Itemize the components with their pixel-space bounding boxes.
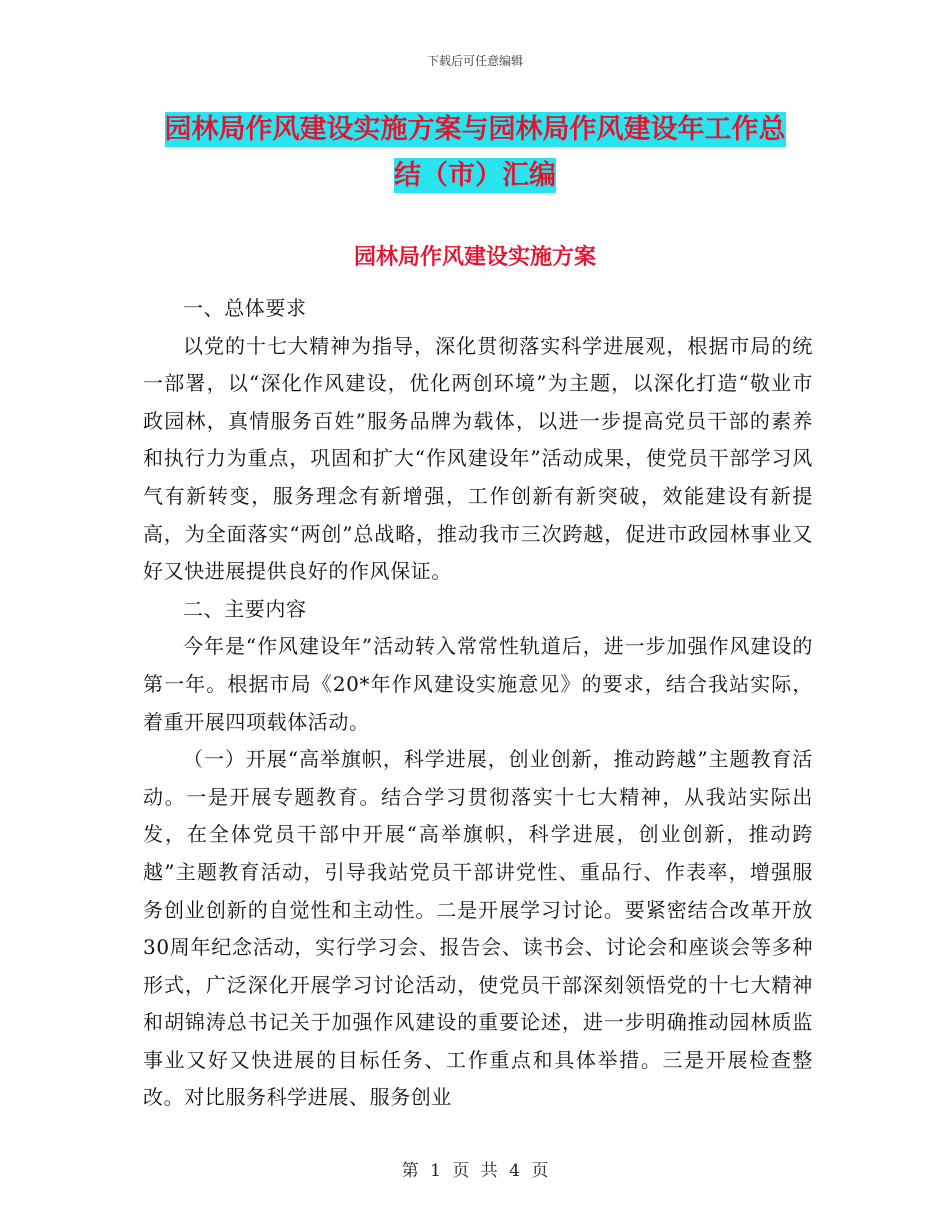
- paragraph: 以党的十七大精神为指导，深化贯彻落实科学进展观，根据市局的统一部署，以“深化作风建设，优化两创环境”为主题，以深化打造“敬业市政园林，真情服务百姓”服务品牌为载体，以进一步提高党员干部的素养和执行力为重点，巩固和扩大“作风建设年”活动成果，使党员干部学习风气有新转变，服务理念有新增强，工作创新有新突破，效能建设有新提高，为全面落实“两创”总战略，推动我市三次跨越，促进市政园林事业又好又快进展提供良好的作风保证。: [143, 333, 813, 584]
- title-highlight: 结（市）汇编: [394, 160, 556, 191]
- document-title-line-1: [150, 106, 800, 154]
- document-body: [143, 290, 813, 1117]
- paragraph: 今年是“作风建设年”活动转入常常性轨道后，进一步加强作风建设的第一年。根据市局《20*年作风建设实施意见》的要求，结合我站实际，着重开展四项载体活动。: [143, 634, 813, 734]
- section-title: 园林局作风建设实施方案: [353, 244, 596, 270]
- page-number: 第 1 页 共 4 页: [401, 1161, 549, 1181]
- document-title-line-2: [150, 152, 800, 200]
- heading-main-content: 二、主要内容: [183, 596, 307, 621]
- paragraph: （一）开展“高举旗帜，科学进展，创业创新，推动跨越”主题教育活动。一是开展专题教育。结合学习贯彻落实十七大精神，从我站实际出发，在全体党员干部中开展“高举旗帜，科学进展，创业创新，推动跨越”主题教育活动，引导我站党员干部讲党性、重品行、作表率，增强服务创业创新的自觉性和主动性。二是开展学习讨论。要紧密结合改革开放30周年纪念活动，实行学习会、报告会、读书会、讨论会和座谈会等多种形式，广泛深化开展学习讨论活动，使党员干部深刻领悟党的十七大精神和胡锦涛总书记关于加强作风建设的重要论述，进一步明确推动园林质监事业又好又快进展的目标任务、工作重点和具体举措。三是开展检查整改。对比服务科学进展、服务创业: [143, 747, 813, 1110]
- heading-general-requirements: 一、总体要求: [183, 296, 307, 320]
- header-note: 下载后可任意编辑: [426, 54, 523, 68]
- title-highlight: 园林局作风建设实施方案与园林局作风建设年工作总: [164, 114, 786, 145]
